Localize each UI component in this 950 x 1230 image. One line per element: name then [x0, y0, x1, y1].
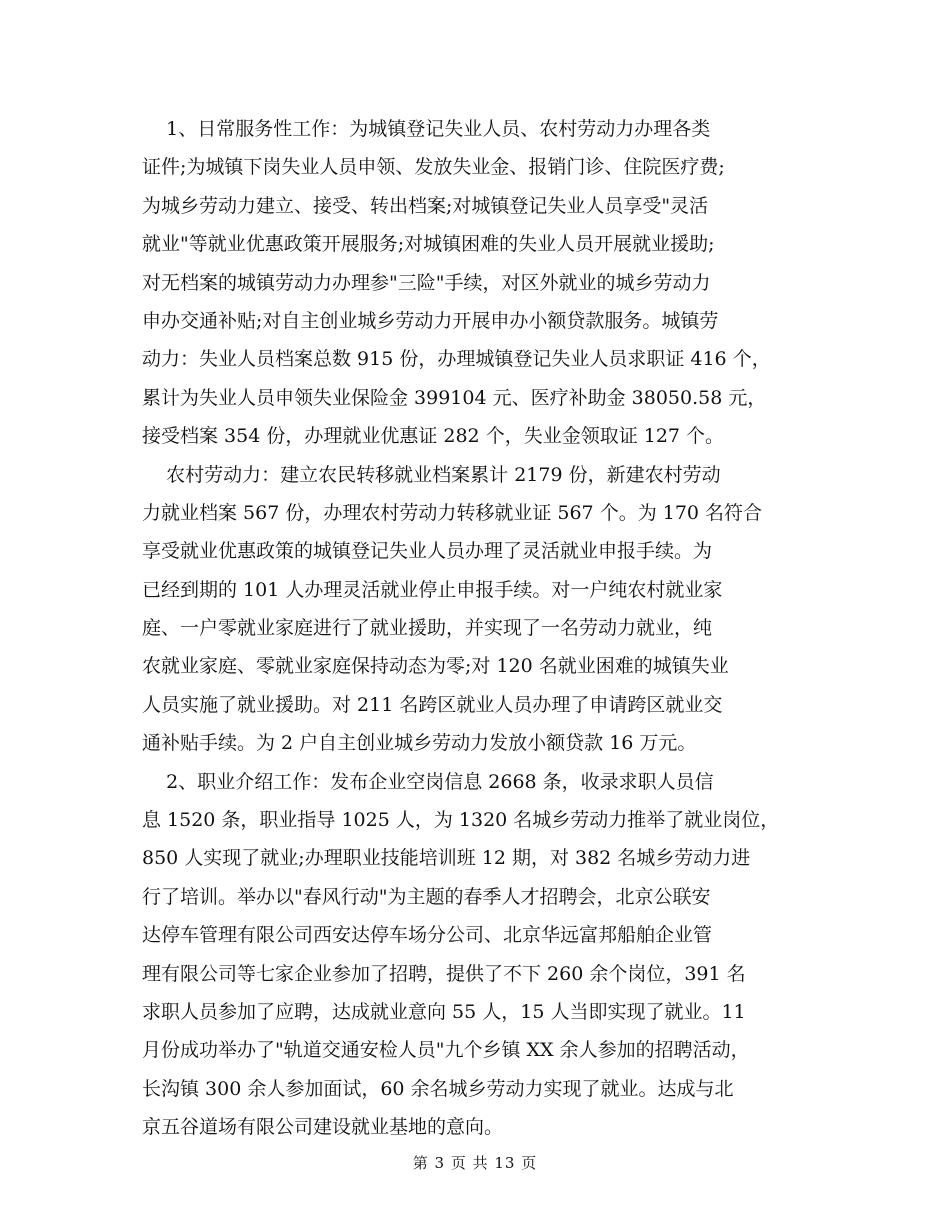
- text-line: 通补贴手续。为 2 户自主创业城乡劳动力发放小额贷款 16 万元。: [142, 732, 697, 755]
- document-body: [142, 110, 810, 1147]
- text-line: 接受档案 354 份，办理就业优惠证 282 个，失业金领取证 127 个。: [142, 425, 725, 448]
- text-line: 享受就业优惠政策的城镇登记失业人员办理了灵活就业申报手续。为: [142, 540, 713, 563]
- text-line: 申办交通补贴;对自主创业城乡劳动力开展申办小额贷款服务。城镇劳: [142, 309, 719, 332]
- text-line: 人员实施了就业援助。对 211 名跨区就业人员办理了申请跨区就业交: [142, 693, 723, 716]
- text-line: 月份成功举办了"轨道交通安检人员"九个乡镇 XX 余人参加的招聘活动，: [142, 1039, 750, 1062]
- text-line: 达停车管理有限公司西安达停车场分公司、北京华远富邦船舶企业管: [142, 924, 713, 947]
- text-line: 息 1520 条，职业指导 1025 人，为 1320 名城乡劳动力推举了就业岗位，: [142, 809, 780, 832]
- text-line: 行了培训。举办以"春风行动"为主题的春季人才招聘会，北京公联安: [142, 885, 711, 908]
- page-footer: 第 3 页 共 13 页: [412, 1154, 538, 1172]
- text-line: 累计为失业人员申领失业保险金 399104 元、医疗补助金 38050.58 元，: [142, 386, 767, 409]
- text-line: 就业"等就业优惠政策开展服务;对城镇困难的失业人员开展就业援助;: [142, 233, 715, 256]
- text-line: 农就业家庭、零就业家庭保持动态为零;对 120 名就业困难的城镇失业: [142, 655, 729, 678]
- text-line: 力就业档案 567 份，办理农村劳动力转移就业证 567 个。为 170 名符合: [142, 501, 763, 524]
- text-line: 长沟镇 300 余人参加面试，60 余名城乡劳动力实现了就业。达成与北: [142, 1077, 734, 1100]
- text-line: 已经到期的 101 人办理灵活就业停止申报手续。对一户纯农村就业家: [142, 578, 723, 601]
- text-line: 理有限公司等七家企业参加了招聘，提供了不下 260 余个岗位，391 名: [142, 962, 746, 985]
- text-line: 证件;为城镇下岗失业人员申领、发放失业金、报销门诊、住院医疗费;: [142, 156, 725, 179]
- text-line: 动力：失业人员档案总数 915 份，办理城镇登记失业人员求职证 416 个，: [142, 348, 771, 371]
- text-line: 京五谷道场有限公司建设就业基地的意向。: [142, 1116, 504, 1139]
- text-line: 1、日常服务性工作：为城镇登记失业人员、农村劳动力办理各类: [142, 118, 711, 140]
- text-line: 850 人实现了就业;办理职业技能培训班 12 期，对 382 名城乡劳动力进: [142, 847, 751, 870]
- text-line: 2、职业介绍工作：发布企业空岗信息 2668 条，收录求职人员信: [142, 770, 714, 793]
- text-line: 求职人员参加了应聘，达成就业意向 55 人，15 人当即实现了就业。11: [142, 1000, 746, 1023]
- text-line: 为城乡劳动力建立、接受、转出档案;对城镇登记失业人员享受"灵活: [142, 194, 709, 217]
- text-line: 对无档案的城镇劳动力办理参"三险"手续，对区外就业的城乡劳动力: [142, 271, 711, 294]
- text-line: 庭、一户零就业家庭进行了就业援助，并实现了一名劳动力就业，纯: [142, 617, 713, 640]
- text-line: 农村劳动力：建立农民转移就业档案累计 2179 份，新建农村劳动: [142, 463, 721, 486]
